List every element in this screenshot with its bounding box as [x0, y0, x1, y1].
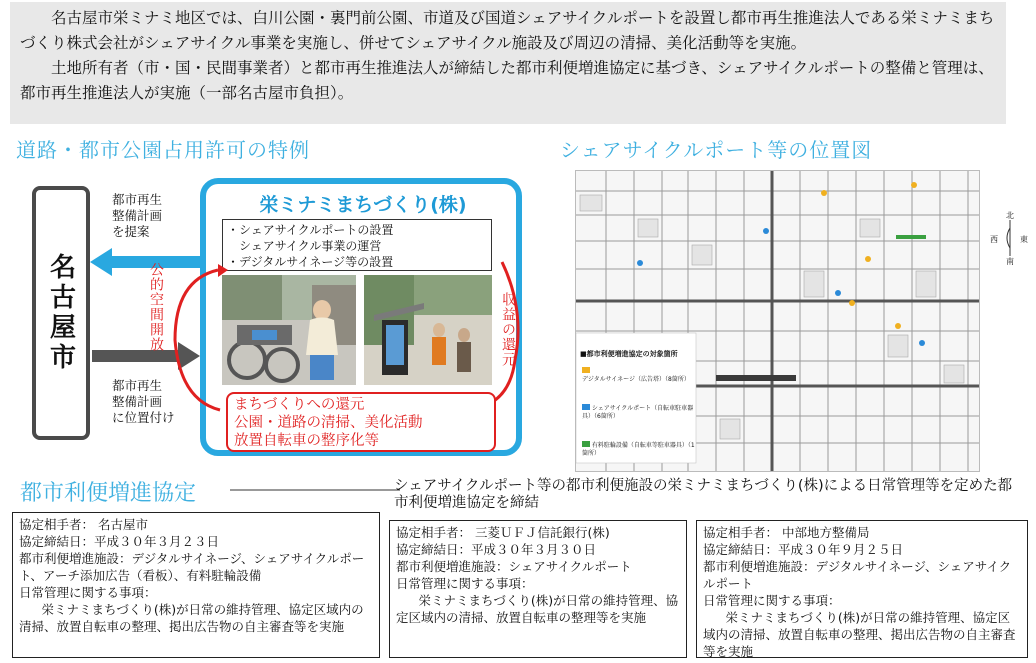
agreement-mgmt-body: 栄ミナミまちづくり(株)が日常の維持管理、協定区域内の清掃、放置自転車の整理、掲出広告物の自主審査等を実施	[19, 602, 364, 634]
agreement-facility: 都市利便増進施設：シェアサイクルポート	[396, 559, 632, 574]
public-space-label: 公的空間開放	[148, 262, 164, 352]
agreement-mgmt-body: 栄ミナミまちづくり(株)が日常の維持管理、協定区域内の清掃、放置自転車の整理等を実施	[396, 593, 679, 625]
return-line: 公園・道路の清掃、美化活動	[234, 415, 423, 431]
agreement-date: 協定締結日：平成３０年９月２５日	[703, 542, 904, 557]
agreement-mgmt-heading: 日常管理に関する事項：	[19, 585, 157, 600]
agreement-partner: 協定相手者： 中部地方整備局	[703, 525, 870, 540]
organization-name: 栄ミナミまちづくり(株)	[259, 194, 467, 216]
return-line: まちづくりへの還元	[234, 397, 365, 413]
development-item: シェアサイクル事業の運営	[227, 239, 382, 253]
map-legend	[582, 367, 698, 472]
agreement-mgmt-heading: 日常管理に関する事項：	[703, 593, 841, 608]
compass-west: 西	[990, 235, 998, 244]
legend-swatch-cycle-port	[582, 404, 590, 410]
agreement-description: シェアサイクルポート等の都市利便施設の栄ミナミまちづくり(株)による日常管理等を定めた都市利便増進協定を締結	[394, 478, 1013, 511]
agreement-title-underline	[230, 488, 400, 492]
legend-label: シェアサイクルポート（自転車駐車器具）（6箇所）	[582, 405, 694, 420]
intro-box	[10, 2, 1006, 124]
nagoya-city-box	[32, 186, 90, 440]
community-return-box	[226, 392, 496, 452]
city-label: 名古屋市	[45, 253, 76, 373]
intro-paragraph-2: 土地所有者（市・国・民間事業者）と都市再生推進法人が締結した都市利便増進協定に基づき、シェアサイクルポートの整備と管理は、都市再生推進法人が実施（一部名古屋市負担）。	[20, 59, 994, 102]
map-legend-title: ■都市利便増進協定の対象箇所	[580, 350, 678, 358]
agreement-date: 協定締結日：平成３０年３月２３日	[19, 534, 220, 549]
legend-label: 有料駐輪設備（自転車等駐車器具）（1箇所）	[582, 442, 695, 457]
proposal-note: 都市再生 整備計画 を提案	[112, 192, 163, 239]
return-line: 放置自転車の整序化等	[234, 433, 379, 449]
legend-item	[582, 367, 698, 384]
legend-swatch-parking	[582, 441, 590, 447]
legend-label: デジタルサイネージ（広告塔）（8箇所）	[582, 376, 690, 383]
compass	[990, 210, 1030, 270]
agreement-partner: 協定相手者： 三菱ＵＦＪ信託銀行(株)	[396, 525, 610, 540]
intro-paragraph-1: 名古屋市栄ミナミ地区では、白川公園・裏門前公園、市道及び国道シェアサイクルポートを設置し都市再生推進法人である栄ミナミまちづくり株式会社がシェアサイクル事業を実施し、併せてシェアサイクル施設及び周辺の清掃、美化活動等を実施。	[20, 9, 995, 52]
agreement-box-chubu	[696, 520, 1028, 658]
development-item: ・シェアサイクルポートの設置	[227, 223, 394, 237]
agreement-date: 協定締結日：平成３０年３月３０日	[396, 542, 597, 557]
legend-swatch-signage	[582, 367, 590, 373]
compass-south: 南	[1006, 257, 1014, 266]
agreement-mgmt-body: 栄ミナミまちづくり(株)が日常の維持管理、協定区域内の清掃、放置自転車の整理、掲出広告物の自主審査等を実施	[703, 610, 1016, 658]
development-item: ・デジタルサイネージ等の設置	[227, 255, 394, 269]
profit-return-label: 収益の還元	[500, 292, 516, 367]
agreement-mgmt-heading: 日常管理に関する事項：	[396, 576, 534, 591]
legend-item	[582, 404, 698, 421]
legend-item	[582, 441, 698, 458]
agreement-partner: 協定相手者： 名古屋市	[19, 517, 148, 532]
compass-needle-icon	[1002, 220, 1018, 256]
location-map	[575, 170, 980, 472]
agreement-box-mufg	[389, 520, 687, 658]
agreement-facility: 都市利便増進施設：デジタルサイネージ、シェアサイクルポート、アーチ添加広告（看板）、有料駐輪設備	[19, 551, 365, 583]
position-note: 都市再生 整備計画 に位置付け	[112, 378, 175, 425]
permit-section-title: 道路・都市公園占用許可の特例	[16, 138, 310, 162]
agreement-box-nagoya	[12, 512, 380, 658]
compass-north: 北	[1006, 211, 1014, 220]
map-section-title: シェアサイクルポート等の位置図	[560, 138, 873, 162]
agreement-title: 都市利便増進協定	[20, 481, 197, 506]
compass-east: 東	[1020, 235, 1028, 244]
agreement-facility: 都市利便増進施設：デジタルサイネージ、シェアサイクルポート	[703, 559, 1012, 591]
